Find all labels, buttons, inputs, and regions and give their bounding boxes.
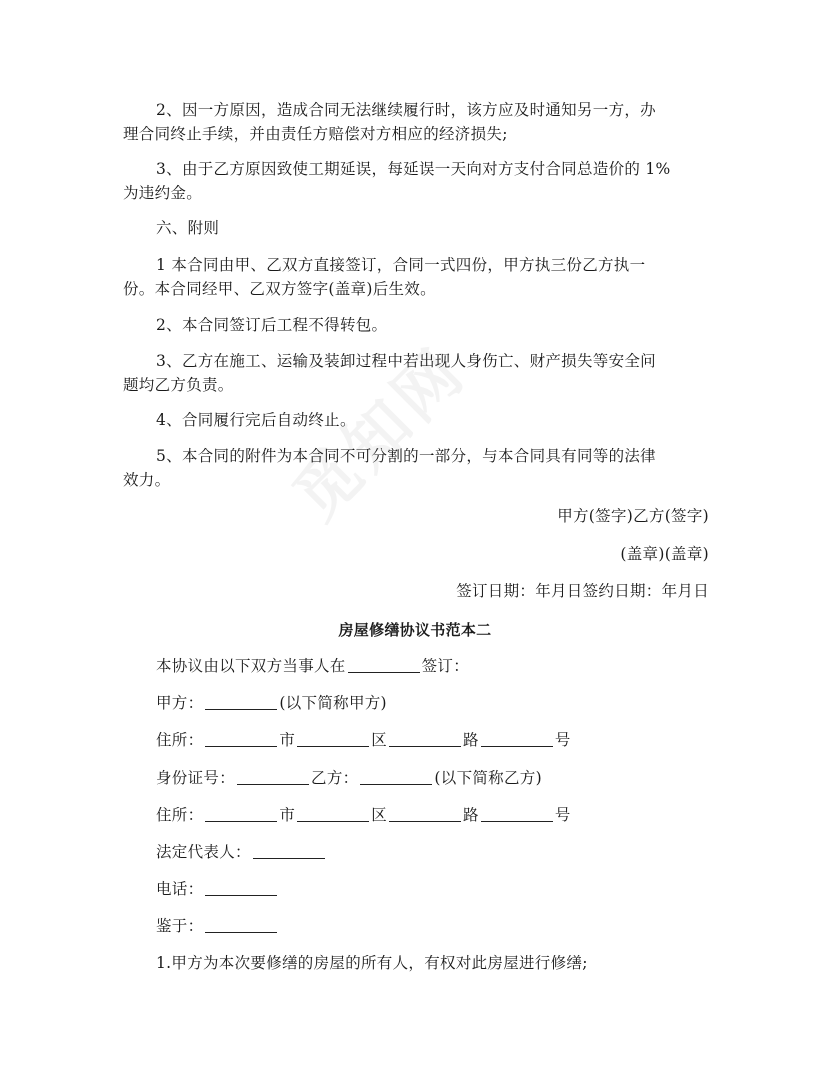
road-field-a[interactable]: [389, 728, 461, 747]
road-label: 路: [463, 731, 479, 749]
appendix-item-5-line2: 效力。: [123, 471, 171, 489]
signature-dates: 签订日期：年月日签约日期：年月日: [456, 582, 709, 600]
legal-rep-field[interactable]: [253, 840, 325, 859]
district-field-a[interactable]: [297, 728, 369, 747]
legal-rep-label: 法定代表人：: [156, 843, 251, 861]
phone-label: 电话：: [156, 880, 204, 898]
intro-line: [156, 648, 469, 684]
address-line-b: [156, 797, 571, 833]
signature-signers: 甲方(签字)乙方(签字): [557, 507, 709, 525]
district-label: 区: [371, 806, 388, 824]
city-label: 市: [279, 806, 296, 824]
appendix-item-2: 2、本合同签订后工程不得转包。: [156, 316, 388, 334]
whereas-field[interactable]: [205, 914, 277, 933]
intro-suffix: 签订：: [421, 657, 470, 675]
city-field-a[interactable]: [205, 728, 277, 747]
appendix-item-1-line2: 份。本合同经甲、乙双方签字(盖章)后生效。: [123, 280, 436, 298]
appendix-item-1-line1: 1 本合同由甲、乙双方直接签订，合同一式四份，甲方执三份乙方执一: [156, 256, 646, 274]
clause-3-line1: 3、由于乙方原因致使工期延误，每延误一天向对方支付合同总造价的 1%: [156, 160, 671, 178]
appendix-item-3-line2: 题均乙方负责。: [123, 376, 234, 394]
id-party-b-line: [156, 760, 542, 796]
road-label: 路: [463, 806, 479, 824]
appendix-item-4: 4、合同履行完后自动终止。: [156, 411, 356, 429]
signature-seals: (盖章)(盖章): [620, 545, 709, 563]
address-line-a: [156, 722, 571, 758]
road-field-b[interactable]: [389, 803, 461, 822]
whereas-clause-1: 1.甲方为本次要修缮的房屋的所有人，有权对此房屋进行修缮;: [156, 954, 588, 972]
number-field-a[interactable]: [481, 728, 553, 747]
number-field-b[interactable]: [481, 803, 553, 822]
id-label: 身份证号：: [156, 769, 236, 787]
address-label: 住所：: [156, 806, 204, 824]
city-field-b[interactable]: [205, 803, 277, 822]
intro-prefix: 本协议由以下双方当事人在: [156, 657, 346, 675]
city-label: 市: [279, 731, 296, 749]
appendix-item-5-line1: 5、本合同的附件为本合同不可分割的一部分，与本合同具有同等的法律: [156, 447, 656, 465]
party-a-label: 甲方：: [156, 694, 204, 712]
legal-rep-line: [156, 834, 327, 870]
appendix-item-3-line1: 3、乙方在施工、运输及装卸过程中若出现人身伤亡、财产损失等安全问: [156, 352, 656, 370]
whereas-line: [156, 908, 279, 944]
address-label: 住所：: [156, 731, 204, 749]
party-b-field[interactable]: [360, 766, 432, 785]
number-label: 号: [554, 806, 571, 824]
party-a-line: [156, 685, 387, 721]
phone-line: [156, 871, 279, 907]
district-field-b[interactable]: [297, 803, 369, 822]
signing-place-field[interactable]: [348, 654, 420, 673]
clause-3-line2: 为违约金。: [123, 184, 203, 202]
id-number-field[interactable]: [237, 766, 309, 785]
section-heading-appendix: 六、附则: [156, 219, 220, 237]
party-b-label: 乙方：: [311, 769, 359, 787]
clause-2-line2: 理合同终止手续，并由责任方赔偿对方相应的经济损失;: [123, 125, 508, 143]
district-label: 区: [371, 731, 388, 749]
number-label: 号: [554, 731, 571, 749]
phone-field[interactable]: [205, 877, 277, 896]
page-title: 房屋修缮协议书范本二: [338, 621, 492, 639]
party-a-suffix: (以下简称甲方): [279, 694, 387, 712]
clause-2-line1: 2、因一方原因，造成合同无法继续履行时，该方应及时通知另一方，办: [156, 101, 656, 119]
party-a-field[interactable]: [205, 691, 277, 710]
party-b-suffix: (以下简称乙方): [434, 769, 542, 787]
whereas-label: 鉴于：: [156, 917, 204, 935]
